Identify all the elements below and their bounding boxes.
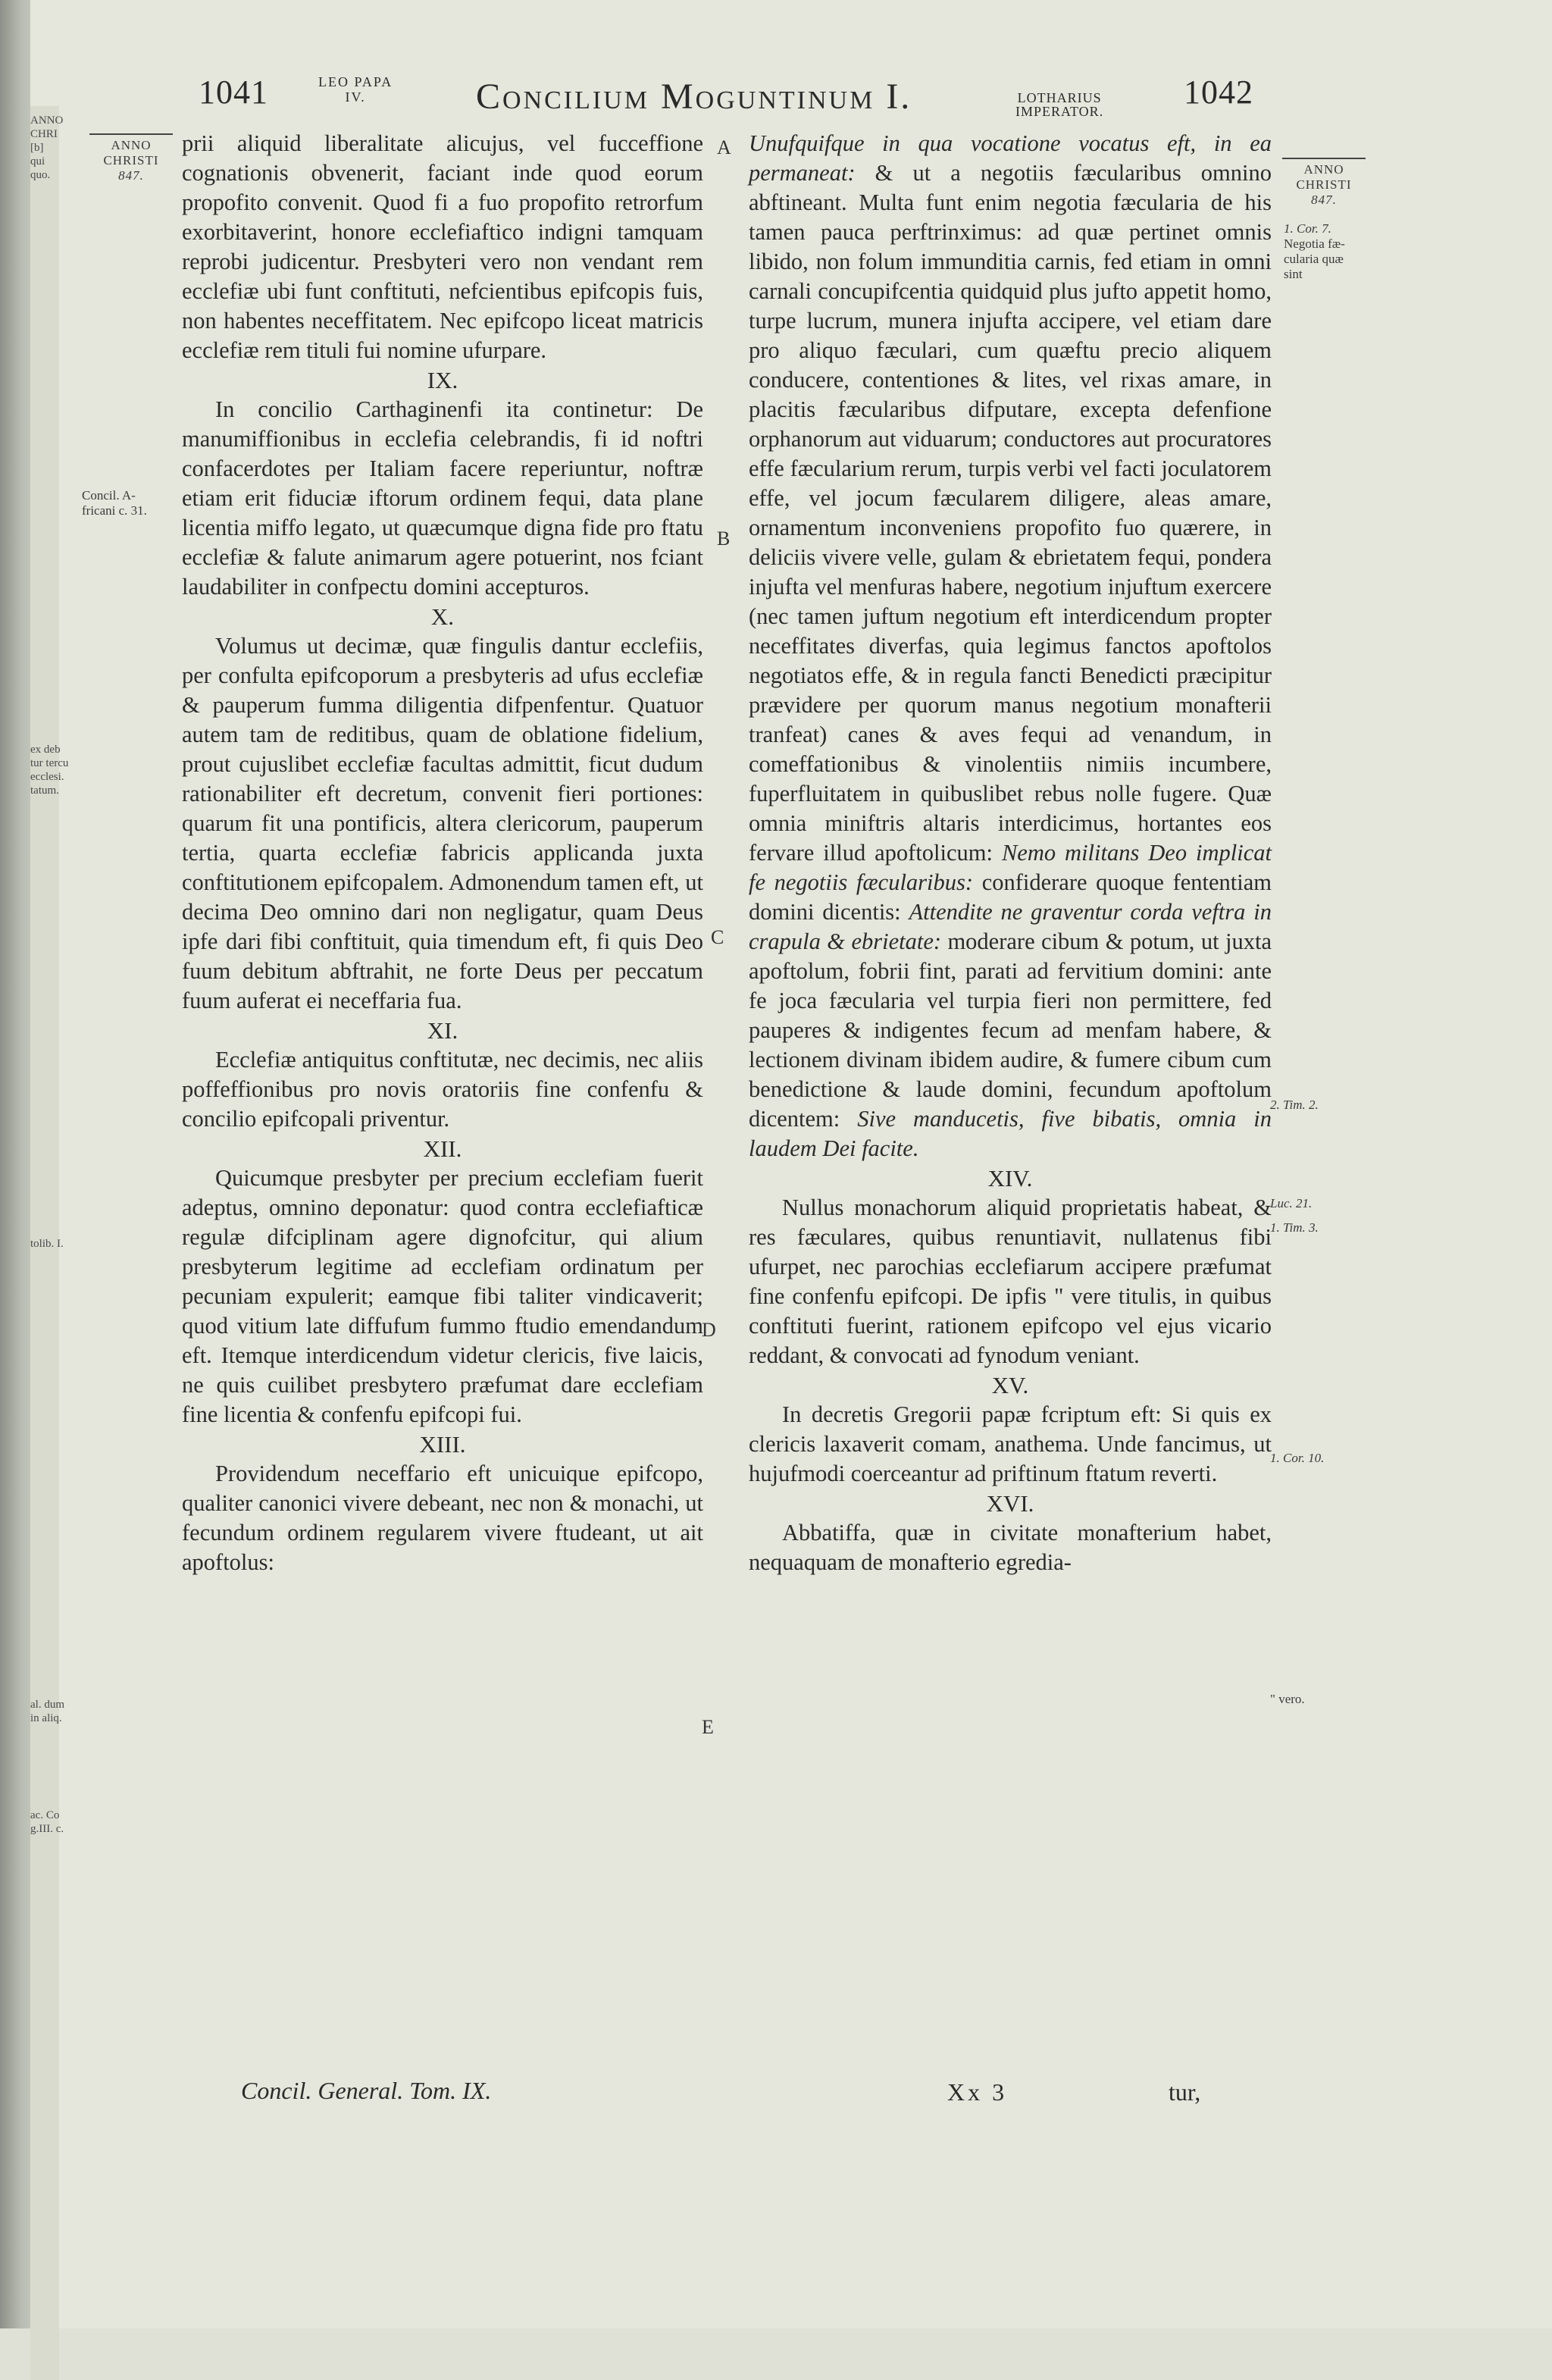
italic-quote: Unufquifque in qua vocatione vocatus eft, in ea permaneat: (749, 130, 1272, 186)
right-margin-tim2: 2. Tim. 2. (1270, 1098, 1319, 1112)
footer-signature: Xx 3 (947, 2078, 1008, 2106)
left-running-head (318, 74, 393, 105)
strip-line: g.III. c. (30, 1823, 64, 1835)
paragraph: Volumus ut decimæ, quæ fingulis dantur ecclefiis, per confulta epifcoporum a presbyteris ad ufus ecclefiæ & pauperum fumma diligentia difpenfentur. Quatuor autem tam de reditibus, quam de oblatione fidelium, prout cujuslibet ecclefiæ facultas admittit, ficut dudum rationabiliter eft decretum, convenit fieri portiones: quarum fit una pontificis, altera clericorum, pauperum tertia, quarta ecclefiæ fabricis applicanda juxta conftitutionem epifcopalem. Admonendum tamen eft, ut decima Deo omnino dari non negligatur, quam Deus ipfe dari fibi conftituit, quia timendum eft, fi quis Deo fuum debitum abftrahit, ne forte Deus per peccatum fuum auferat ei neceffaria fua. (182, 633, 703, 1013)
strip-line: tatum. (30, 784, 59, 797)
section-letter: E (702, 1716, 714, 1738)
right-column (749, 129, 1272, 1577)
strip-line: al. dum (30, 1699, 64, 1711)
strip-line: ANNO (30, 114, 64, 127)
right-running-head-line: IMPERATOR. (1015, 104, 1104, 119)
section-heading: XIV. (987, 1165, 1033, 1192)
italic-quote: Sive manducetis, five bibatis, omnia in laudem Dei facite. (749, 1106, 1272, 1161)
margin-note-line: Negotia fæ- (1284, 236, 1345, 251)
italic-quote: Attendite ne graventur corda veftra in crapula & ebrietate: (749, 899, 1272, 954)
left-page-number: 1041 (199, 74, 268, 111)
strip-line: ecclesi. (30, 771, 64, 783)
section-heading: IX. (427, 367, 458, 393)
paragraph: In concilio Carthaginenfi ita continetur: De manumiffionibus in ecclefia celebrandis, fi id noftri confacerdotes per Italiam facere reperiuntur, noftræ etiam erit fiduciæ iftorum ordinem fequi, data plane licentia miffo legato, ut quæcumque digna fide pro ftatu ecclefiæ & falute animarum agere potuerint, nos fciant laudabiliter in confpectu domini accepturos. (182, 396, 703, 600)
paragraph (749, 129, 1272, 1163)
paragraph: Abbatiffa, quæ in civitate monafterium habet, nequaquam de monafterio egredia- (749, 1520, 1272, 1575)
paragraph: Quicumque presbyter per precium ecclefiam fuerit adeptus, omnino deponatur: quod contra ecclefiafticæ regulæ difciplinam agere dignofcitur, qui alium presbyterum legitime ad ecclefiam ordinatum per pecuniam expulerit; eamque fibi taliter vindicaverit; quod vitium late diffufum fummo ftudio emendandum eft. Itemque interdicendum videtur clericis, five laicis, ne quis cuilibet presbytero præfumat dare ecclefiam fine licentia & confenfu epifcopi fui. (182, 1165, 703, 1427)
strip-line: qui (30, 155, 45, 168)
paragraph: In decretis Gregorii papæ fcriptum eft: Si quis ex clericis laxaverit comam, anathema. Unde fancimus, ut hujufmodi coerceantur ad priftinum ftatum reverti. (749, 1401, 1272, 1486)
right-running-head-line: LOTHARIUS (1017, 90, 1102, 105)
margin-note-line: Concil. A- (82, 488, 136, 503)
text-run: confiderare quoque fententiam domini dicentis: (749, 869, 1272, 925)
strip-line: in aliq. (30, 1712, 62, 1724)
anno-label: ANNO (111, 138, 152, 152)
anno-label: ANNO (1303, 162, 1344, 177)
margin-note-line: sint (1284, 267, 1303, 281)
footer-catchword: tur, (1169, 2078, 1201, 2106)
strip-line: CHRI (30, 128, 58, 140)
margin-note-line: fricani c. 31. (82, 503, 147, 518)
strip-line: quo. (30, 169, 51, 181)
section-heading: XII. (423, 1135, 462, 1162)
right-running-head (1015, 91, 1103, 118)
right-margin-vero: " vero. (1270, 1692, 1305, 1706)
margin-note-line: 1. Cor. 7. (1284, 221, 1331, 236)
anno-year: 847. (1311, 193, 1337, 207)
previous-page-strip (30, 106, 69, 2380)
left-running-head-line: LEO PAPA (318, 74, 393, 89)
anno-year: 847. (118, 168, 144, 183)
section-letter: B (717, 528, 731, 550)
left-margin-concil-note (82, 488, 180, 518)
text-run: moderare cibum & potum, ut juxta apoftolum, fobrii fint, parati ad fervitium domini: ante fe joca fæcularia vel turpia fieri non permittere, fed pauperes & indigentes fecum ad menfam habere, & lectionem divinam ibidem audire, & fumere cibum cum benedictione & laude domini, fecundum apoftolum dicentem: (749, 929, 1272, 1132)
section-heading: XI. (427, 1017, 458, 1044)
footer-volume: Concil. General. Tom. IX. (241, 2077, 492, 2104)
strip-line: tur tercu (30, 757, 69, 769)
strip-line: ac. Co (30, 1809, 60, 1821)
anno-label: CHRISTI (1296, 177, 1352, 192)
right-page-number: 1042 (1184, 74, 1253, 111)
paragraph: Nullus monachorum aliquid proprietatis habeat, & res fæculares, quibus renuntiavit, nullatenus fibi ufurpet, nec parochias ecclefiarum accipere præfumat fine confenfu epifcopi. De ipfis " vere titulis, in quibus conftituti fuerint, rationem epifcopo vel ejus vicario reddant, & convocati ad fynodum veniant. (749, 1195, 1272, 1368)
italic-quote: Nemo militans Deo implicat fe negotiis fæcularibus: (749, 840, 1272, 895)
section-heading: XV. (991, 1372, 1029, 1398)
right-margin-tim1: 1. Tim. 3. (1270, 1220, 1319, 1235)
strip-line: tolib. I. (30, 1238, 64, 1250)
section-letter: C (711, 926, 724, 948)
strip-line: ex deb (30, 744, 61, 756)
paragraph: Ecclefiæ antiquitus conftitutæ, nec decimis, nec aliis poffeffionibus pro novis oratoriis fine confenfu & concilio epifcopali priventur. (182, 1047, 703, 1132)
paragraph: Providendum neceffario eft unicuique epifcopo, qualiter canonici vivere debeant, nec non & monachi, ut fecundum ordinem regularem vivere ftudeant, ut ait apoftolus: (182, 1461, 703, 1575)
paragraph: prii aliquid liberalitate alicujus, vel fucceffione cognationis obvenerit, faciant inde quod eorum propofito convenit. Quod fi a fuo propofito retrorfum exorbitaverint, honore ecclefiaftico indigni tamquam reprobi judicentur. Presbyteri vero non vendant rem ecclefiæ ubi funt conftituti, nefcientibus epifcopis fuis, non habentes neceffitatem. Nec epifcopo liceat matricis ecclefiæ rem tituli fui nomine ufurpare. (182, 130, 703, 363)
section-heading: XIII. (419, 1431, 466, 1458)
left-margin-anno (89, 133, 173, 183)
margin-note-line: cularia quæ (1284, 252, 1344, 266)
anno-label: CHRISTI (103, 153, 159, 168)
right-margin-luc: Luc. 21. (1270, 1196, 1313, 1210)
page-title: Concilium Moguntinum I. (476, 77, 912, 117)
right-margin-negotia-note (1284, 221, 1382, 282)
strip-line: [b] (30, 142, 44, 154)
left-running-head-line: IV. (345, 89, 366, 105)
section-letter: D (702, 1319, 716, 1341)
right-margin-anno (1282, 158, 1366, 208)
text-run: & ut a negotiis fæcularibus omnino abftineant. Multa funt enim negotia fæcularia de his tamen pauca perftrinximus: ad quæ pertinet omnis libido, non folum immunditia carnis, fed etiam in omni carnali concupifcentia quidquid plus jufto appetit homo, turpe lucrum, munera injufta accipere, vel etiam dare pro aliquo fæculari, cum quæftu precio aliquem conducere, contentiones & lites, vel rixas amare, in placitis fæcularibus difputare, excepta defenfione orphanorum aut viduarum; conductores aut procuratores effe fæcularium rerum, turpis verbi vel facti joculatorem effe, vel jocum fæcularem diligere, aleas amare, ornamentum inconveniens propofito fuo quærere, in deliciis vivere velle, gulam & ebrietatem fequi, pondera injufta vel menfuras habere, negotium injuftum exercere (nec tamen juftum negotium eft interdicendum propter neceffitates diverfas, quia legimus fanctos apoftolos negotiatos effe, & in regula fancti Benedicti præcipitur prævidere per quorum manus negotium monafterii tranfeat) canes & aves fequi ad venandum, in comeffationibus & vinolentiis nimiis incumbere, fuperfluitatem in quibuslibet rebus nolle fugere. Quæ omnia miniftris altaris interdicimus, hortantes eos fervare illud apoftolicum: (749, 160, 1272, 866)
section-heading: XVI. (986, 1490, 1034, 1517)
left-column (182, 129, 703, 1577)
right-margin-cor10: 1. Cor. 10. (1270, 1451, 1325, 1465)
section-letter: A (717, 136, 731, 158)
section-heading: X. (430, 603, 455, 630)
